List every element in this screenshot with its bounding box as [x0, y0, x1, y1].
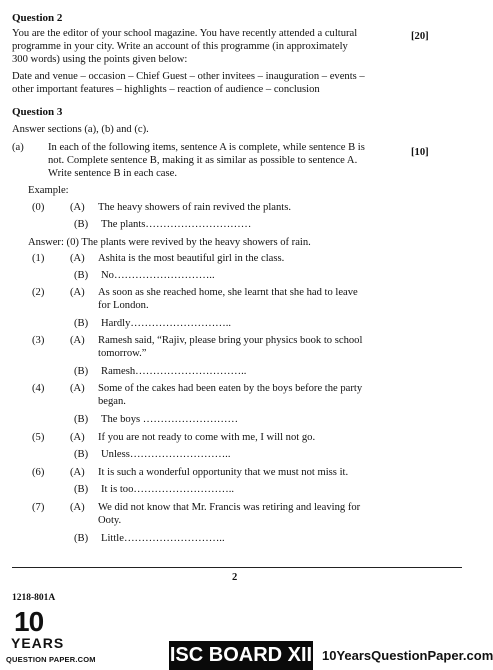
item-7-number: (7) — [32, 502, 45, 513]
q2-line-3: 300 words) using the points given below: — [12, 54, 188, 65]
example-label: Example: — [28, 185, 69, 196]
item-2-a-text-1: As soon as she reached home, she learnt that she had to leave — [98, 287, 358, 298]
item-3-a-text-2: tomorrow.” — [98, 348, 147, 359]
item-5-a-tag: (A) — [70, 432, 85, 443]
item-4-number: (4) — [32, 383, 45, 394]
item-2-number: (2) — [32, 287, 45, 298]
q2-line-2: programme in your city. Write an account of this programme (in approximately — [12, 41, 348, 52]
item-7-b-text: Little……………………….. — [101, 533, 225, 544]
item-3-number: (3) — [32, 335, 45, 346]
q3-a-line-3: Write sentence B in each case. — [48, 168, 177, 179]
logo-years: YEARS — [11, 635, 65, 651]
q2-points-2: other important features – highlights – reaction of audience – conclusion — [12, 84, 320, 95]
item-7-a-text-1: We did not know that Mr. Francis was retiring and leaving for — [98, 502, 361, 513]
item-5-number: (5) — [32, 432, 45, 443]
item-4-a-text-2: began. — [98, 396, 126, 407]
item-5-b-text: Unless……………………….. — [101, 449, 231, 460]
q2-line-1: You are the editor of your school magazine. You have recently attended a cultural — [12, 28, 358, 39]
board-banner: ISC BOARD XII — [169, 641, 313, 670]
item-6-number: (6) — [32, 467, 45, 478]
q3-a-line-2: not. Complete sentence B, making it as similar as possible to sentence A. — [48, 155, 358, 166]
q2-points-1: Date and venue – occasion – Chief Guest – other invitees – inauguration – events – — [12, 71, 365, 82]
logo-number: 10 — [14, 606, 44, 637]
q3-section-a-label: (a) — [12, 142, 24, 153]
item-2-a-text-2: for London. — [98, 300, 149, 311]
item-5-b-tag: (B) — [74, 449, 89, 460]
example-answer: Answer: (0) The plants were revived by the heavy showers of rain. — [28, 237, 311, 248]
q3-marks: [10] — [411, 147, 429, 158]
page-divider — [12, 567, 462, 568]
item-7-a-text-2: Ooty. — [98, 515, 122, 526]
item-3-b-text: Ramesh………………………….. — [101, 366, 247, 377]
example-a-text: The heavy showers of rain revived the plants. — [98, 202, 291, 213]
item-2-a-tag: (A) — [70, 287, 85, 298]
item-4-b-text: The boys ……………………… — [101, 414, 239, 425]
item-2-b-text: Hardly……………………….. — [101, 318, 232, 329]
paper-code: 1218-801A — [12, 593, 56, 603]
item-7-a-tag: (A) — [70, 502, 85, 513]
item-1-a-tag: (A) — [70, 253, 85, 264]
item-5-a-text: If you are not ready to come with me, I will not go. — [98, 432, 316, 443]
item-6-a-tag: (A) — [70, 467, 85, 478]
example-b-text: The plants………………………… — [101, 219, 252, 230]
item-3-a-text-1: Ramesh said, “Rajiv, please bring your physics book to school — [98, 335, 363, 346]
question-2-heading: Question 2 — [12, 12, 63, 24]
page-number: 2 — [232, 572, 238, 583]
question-3-heading: Question 3 — [12, 106, 63, 118]
item-1-a-text: Ashita is the most beautiful girl in the class. — [98, 253, 285, 264]
item-3-b-tag: (B) — [74, 366, 89, 377]
q2-marks: [20] — [411, 31, 429, 42]
example-a-tag: (A) — [70, 202, 85, 213]
example-number: (0) — [32, 202, 45, 213]
website-label[interactable]: 10YearsQuestionPaper.com — [322, 648, 493, 663]
item-4-b-tag: (B) — [74, 414, 89, 425]
q3-a-line-1: In each of the following items, sentence A is complete, while sentence B is — [48, 142, 365, 153]
q3-instruction: Answer sections (a), (b) and (c). — [12, 124, 149, 135]
item-1-number: (1) — [32, 253, 45, 264]
item-1-b-text: No……………………….. — [101, 270, 215, 281]
logo-site: QUESTION PAPER.COM — [6, 655, 96, 664]
item-6-a-text: It is such a wonderful opportunity that we must not miss it. — [98, 467, 349, 478]
item-1-b-tag: (B) — [74, 270, 89, 281]
item-4-a-tag: (A) — [70, 383, 85, 394]
item-6-b-text: It is too……………………….. — [101, 484, 235, 495]
example-b-tag: (B) — [74, 219, 89, 230]
item-2-b-tag: (B) — [74, 318, 89, 329]
item-7-b-tag: (B) — [74, 533, 89, 544]
item-6-b-tag: (B) — [74, 484, 89, 495]
item-4-a-text-1: Some of the cakes had been eaten by the boys before the party — [98, 383, 363, 394]
item-3-a-tag: (A) — [70, 335, 85, 346]
